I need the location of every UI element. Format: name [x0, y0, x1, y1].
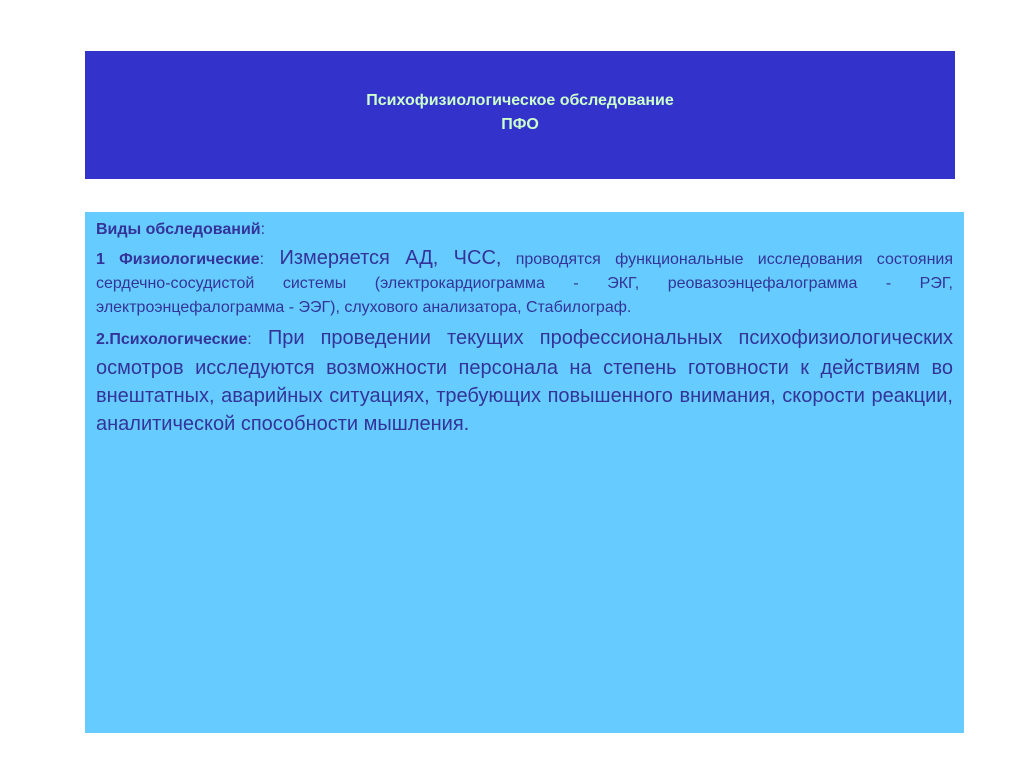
section-heading — [96, 218, 953, 242]
section-heading-label: Виды обследований — [96, 221, 261, 238]
content-panel — [85, 212, 964, 733]
physiological-item — [96, 246, 953, 320]
psychological-label: 2.Психологические — [96, 331, 248, 348]
physiological-colon: : — [259, 251, 265, 268]
slide-title: Психофизиологическое обследование — [366, 92, 674, 109]
psychological-colon: : — [247, 331, 252, 348]
physiological-text: проводятся функциональные исследования состояния сердечно-сосудистой системы (электрокардиограмма - ЭКГ, реовазоэнцефалограмма - РЭГ, электроэнцефалограмма - ЭЭГ), слухового анализатора, Стабилограф. — [96, 251, 953, 316]
physiological-label: 1 Физиологические — [96, 251, 260, 268]
slide-subtitle: ПФО — [501, 116, 539, 133]
title-banner — [85, 51, 955, 179]
psychological-text: При проведении текущих профессиональных психофизиологических осмотров исследуются возможности персонала на степень готовности к действиям во внештатных, аварийных ситуациях, требующих повышенного внимания, скорости реакции, аналитической способности мышления. — [96, 327, 953, 435]
physiological-lead: Измеряется АД, ЧСС, — [264, 247, 502, 269]
psychological-item — [96, 324, 953, 438]
section-heading-colon: : — [260, 221, 266, 238]
